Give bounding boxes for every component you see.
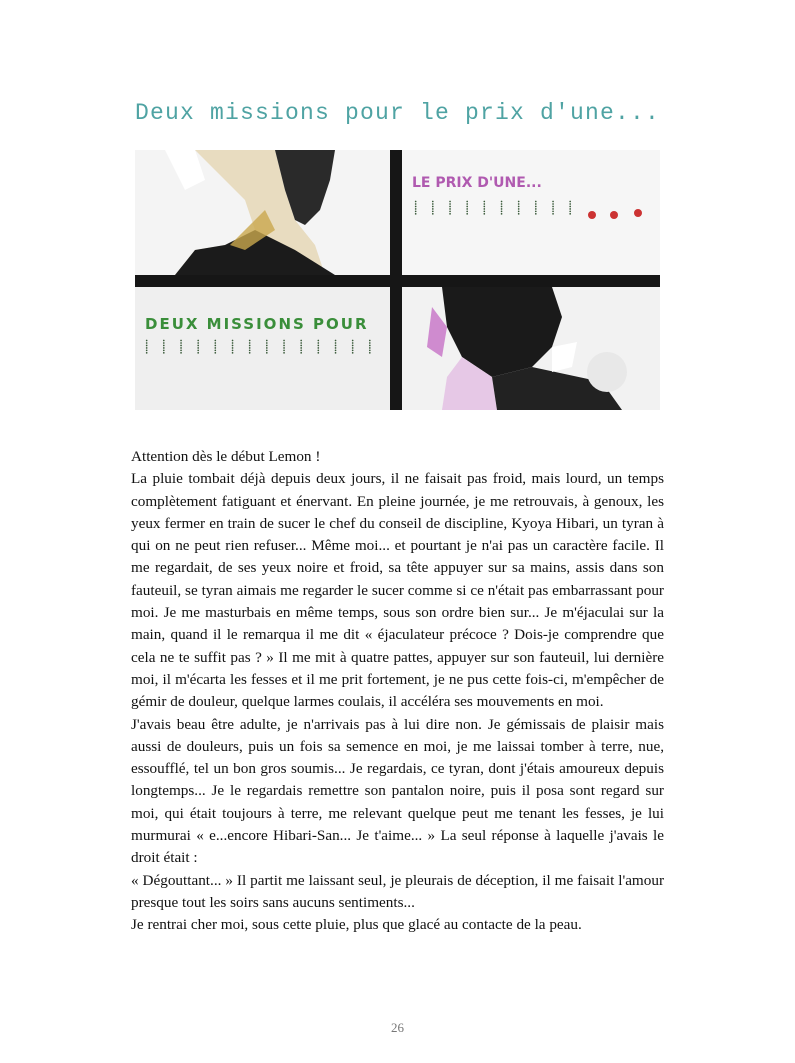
- banner-panel-title-right: [402, 150, 660, 275]
- paragraph: La pluie tombait déjà depuis deux jours, il ne faisait pas froid, mais lourd, un temps complètement fatiguant et énervant. En pleine journée, je me retrouvais, à genoux, les yeux fermer en train de sucer le chef du conseil de discipline, Kyoya Hibari, un tyran à qui on ne peut rien refuser... Même moi... et pourtant je n'ai pas un caractère facile. Il me regardait, de ses yeux noire et froid, sa tête appuyer sur sa mains, assis dans son fauteuil, se tyran aimais me regarder le sucer comme si ce n'était pas embarrassant pour moi. Je me masturbais en même temps, sous son ordre bien sur... Je m'éjaculai sur la main, quand il le remarqua il me dit « éjaculateur précoce ? Dois-je comprendre que cela ne te suffit pas ? » Il me mit à quatre pattes, appuyer sur son fauteuil, lui dernière moi, il m'écarta les fesses et il me prit fortement, je ne pus cette fois-ci, m'empêcher de gémir de douleur, quelque larmes coulais, il accéléra ses mouvements en moi.: [131, 470, 664, 711]
- banner-panel-face-bottom: [402, 287, 660, 410]
- banner-panel-face-top: [135, 150, 390, 275]
- ladybug-decoration: [582, 205, 660, 225]
- paragraph: Je rentrai cher moi, sous cette pluie, plus que glacé au contacte de la peau.: [131, 916, 582, 934]
- banner-panel-title-left: [135, 287, 390, 410]
- banner-text-top: LE PRIX D'UNE...: [412, 175, 542, 191]
- body-text: [131, 446, 664, 937]
- paragraph: J'avais beau être adulte, je n'arrivais pas à lui dire non. Je gémissais de plaisir mais aussi de douleurs, puis un fois sa semence en moi, je me laissai tomber à terre, nue, essoufflé, tel un bon gros soumis... Je regardais, ce tyran, dont j'étais amoureux depuis longtemps... Je le regardais remettre son pantalon noire, puis il posa sont regard sur moi, qui était toujours à terre, me relevant quelque peut me tenant les fesses, je lui murmurai « e...encore Hibari-San... Je t'aime... » La seul réponse à laquelle j'avais le droit était :: [131, 715, 664, 867]
- character-illustration-dark: [402, 287, 660, 410]
- flower-stems-decoration-bottom: ⸽ ⸽ ⸽ ⸽ ⸽ ⸽ ⸽ ⸽ ⸽ ⸽ ⸽ ⸽ ⸽ ⸽: [145, 340, 375, 355]
- paragraph-warning: Attention dès le début Lemon !: [131, 448, 321, 465]
- paragraph: « Dégouttant... » Il partit me laissant seul, je pleurais de déception, il me faisait l'amour presque tout les soirs sans aucuns sentiments...: [131, 871, 664, 911]
- flower-stems-decoration: ⸽ ⸽ ⸽ ⸽ ⸽ ⸽ ⸽ ⸽ ⸽ ⸽: [414, 201, 575, 216]
- banner-collage: [135, 150, 660, 410]
- page-number: 26: [391, 1020, 404, 1035]
- banner-text-bottom: DEUX MISSIONS POUR: [145, 315, 369, 333]
- character-illustration-blond: [135, 150, 390, 275]
- page-title: Deux missions pour le prix d'une...: [134, 100, 661, 126]
